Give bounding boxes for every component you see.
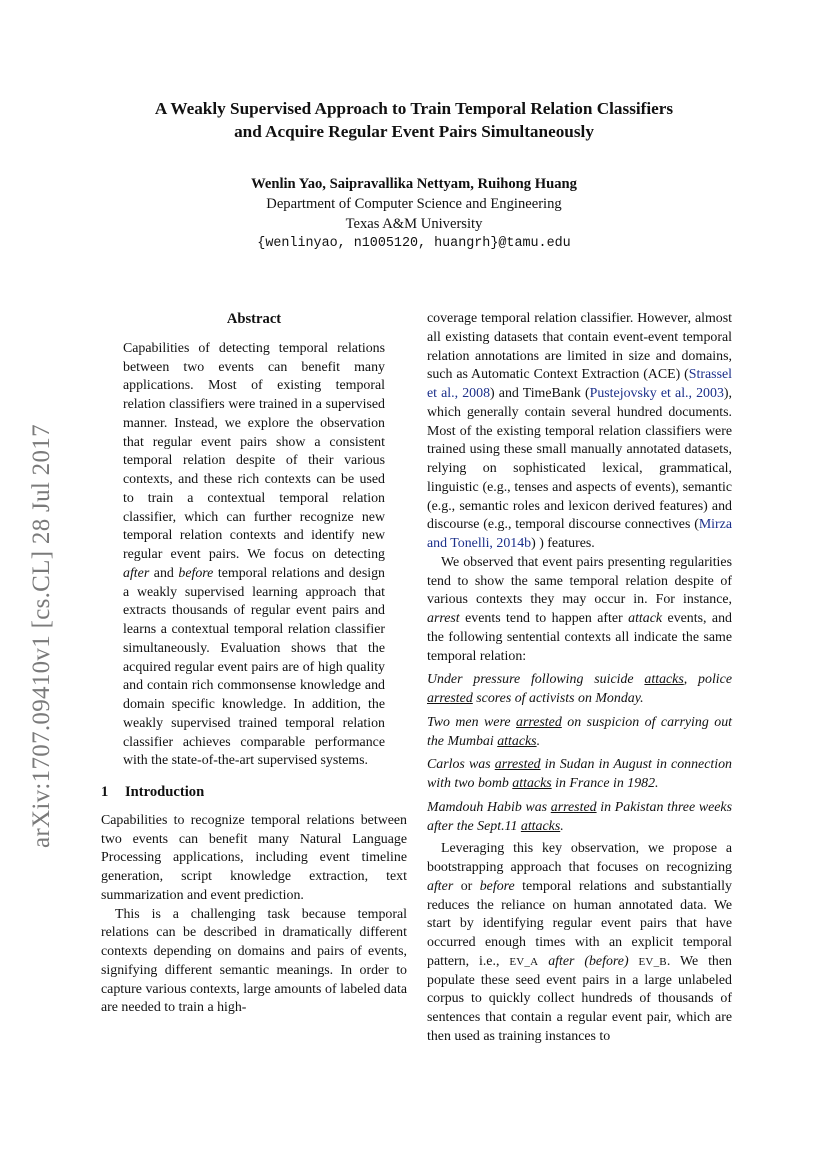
text-run: . We then populate these seed event pairs in a large unlabeled corpus to quickly collect hundreds of thousands of sentences that contain a regular event pair, which are then used as training instances to — [427, 953, 732, 1044]
underlined-event: attacks — [644, 672, 684, 688]
em-attack: attack — [628, 611, 663, 626]
example-sentence-1 — [427, 671, 732, 709]
arxiv-stamp — [20, 370, 60, 850]
underlined-event: arrested — [516, 714, 562, 730]
text-run: Under pressure following suicide — [427, 672, 645, 688]
text-run: , police — [683, 672, 732, 688]
underlined-event: arrested — [427, 691, 473, 706]
underlined-event: arrested — [494, 757, 541, 773]
text-run: ), which generally contain several hundred documents. Most of the existing temporal relation classifiers were trained using these small manually annotated datasets, relying on sophisticated lexical, grammatical, linguistic (e.g., tenses and aspects of events), semantic (e.g., semantic roles and lexicon derived features) and discourse (e.g., temporal discourse connectives ( — [427, 386, 733, 533]
abstract-em-after: after — [123, 565, 150, 581]
left-column — [101, 310, 407, 1018]
text-run: temporal relations and substantially reduces the reliance on human annotated data. We start by identifying regular event pairs that have occurred enough times with an explicit temporal pattern, i.e., — [427, 878, 732, 969]
right-paragraph-3 — [427, 840, 732, 1046]
event-b-token: EV_B — [638, 955, 667, 968]
author-names: Wenlin Yao, Saipravallika Nettyam, Ruihong Huang — [251, 176, 577, 192]
em-before: before — [479, 878, 515, 894]
title-line-1: A Weakly Supervised Approach to Train Temporal Relation Classifiers — [154, 99, 674, 118]
abstract-em-before: before — [178, 565, 214, 581]
text-run: in Pakistan three weeks after the Sept.11 — [427, 799, 732, 834]
paper-title — [60, 97, 768, 143]
text-run: or — [453, 878, 480, 894]
abstract-part-1: Capabilities of detecting temporal relations between two events can benefit many applications. Most of existing temporal relation classifiers were trained in a supervised manner. Instead, we explore the observation that regular event pairs show a consistent temporal relation despite of their various contexts, and these rich contexts can be used to train a contextual temporal relation classifier, which can further recognize new temporal relation contexts and identify new regular event pairs. We focus on detecting — [123, 340, 385, 562]
text-run: Two men were — [427, 714, 516, 730]
text-run: Mamdouh Habib was — [427, 799, 551, 815]
section-number: 1 — [101, 784, 109, 800]
example-sentence-4 — [427, 799, 732, 837]
text-run: events tend to happen after — [459, 611, 629, 626]
em-after: after — [427, 878, 454, 894]
text-run: in Sudan in August in connection with two bomb — [427, 757, 732, 791]
section-title: Introduction — [125, 784, 205, 800]
text-run: in France in 1982. — [551, 776, 659, 791]
example-sentence-3 — [427, 756, 732, 794]
text-run: on suspicion of carrying out the Mumbai — [427, 714, 732, 749]
intro-paragraph-1: Capabilities to recognize temporal relations between two events can benefit many Natural Language Processing applications, including event timeline generation, script knowledge extraction, text summarization and event prediction. — [101, 812, 407, 903]
text-run: . — [560, 818, 564, 834]
right-column — [427, 310, 732, 1047]
abstract-heading: Abstract — [226, 311, 282, 327]
text-run: . — [536, 733, 541, 749]
text-run: We observed that event pairs presenting regularities tend to show the same temporal relation despite of various contexts they may occur in. For instance, — [427, 554, 732, 608]
event-a-token: EV_A — [509, 955, 539, 968]
abstract-part-2: and — [149, 565, 179, 581]
citation-link[interactable]: Mirza and Tonelli, 2014b — [427, 517, 732, 551]
title-line-2: and Acquire Regular Event Pairs Simultaneously — [234, 122, 594, 141]
text-run: coverage temporal relation classifier. However, almost all existing datasets that contain event-event temporal relation annotations are limited in size and domains, such as Automatic Context Extraction (ACE) ( — [427, 311, 732, 383]
abstract-part-3: temporal relations and design a weakly supervised learning approach that extracts thousands of regular event pairs and learns a contextual temporal relation classifier simultaneously. Evaluation shows that the acquired regular event pairs are of high quality and contain rich commonsense knowledge and domain specific knowledge. In addition, the weakly supervised trained temporal relation classifier achieves comparable performance with the state-of-the-art supervised systems. — [123, 565, 385, 769]
section-heading-introduction — [101, 783, 407, 802]
author-emails: {wenlinyao, n1005120, huangrh}@tamu.edu — [257, 236, 571, 251]
affiliation-department: Department of Computer Science and Engineering — [266, 196, 562, 212]
intro-paragraph-2: This is a challenging task because temporal relations can be described in dramatically different contexts depending on domains and pairs of events, signifying different semantic meanings. In order to capture various contexts, large amounts of labeled data are needed to train a high- — [101, 906, 407, 1016]
text-run: Carlos was — [427, 757, 495, 773]
abstract-text — [123, 340, 385, 771]
text-run: ) ) features. — [531, 536, 595, 551]
em-pattern: after (before) — [538, 953, 639, 969]
right-paragraph-1 — [427, 310, 732, 554]
text-run: scores of activists on Monday. — [472, 691, 644, 706]
text-run: ) and TimeBank ( — [490, 386, 590, 401]
text-run: events, and the following sentential contexts all indicate the same temporal relation: — [427, 611, 732, 664]
em-arrest: arrest — [427, 611, 460, 626]
example-sentence-2 — [427, 714, 732, 752]
underlined-event: attacks — [497, 733, 537, 749]
author-block — [60, 174, 768, 254]
underlined-event: attacks — [512, 776, 552, 791]
citation-link[interactable]: Pustejovsky et al., 2003 — [589, 386, 724, 401]
citation-link[interactable]: Strassel et al., 2008 — [427, 367, 732, 401]
right-paragraph-2 — [427, 554, 732, 667]
text-run: Leveraging this key observation, we propose a bootstrapping approach that focuses on recognizing — [427, 841, 732, 875]
underlined-event: arrested — [550, 799, 597, 815]
arxiv-stamp-text: arXiv:1707.09410v1 [cs.CL] 28 Jul 2017 — [28, 424, 55, 848]
underlined-event: attacks — [520, 818, 561, 834]
affiliation-university: Texas A&M University — [345, 216, 483, 232]
